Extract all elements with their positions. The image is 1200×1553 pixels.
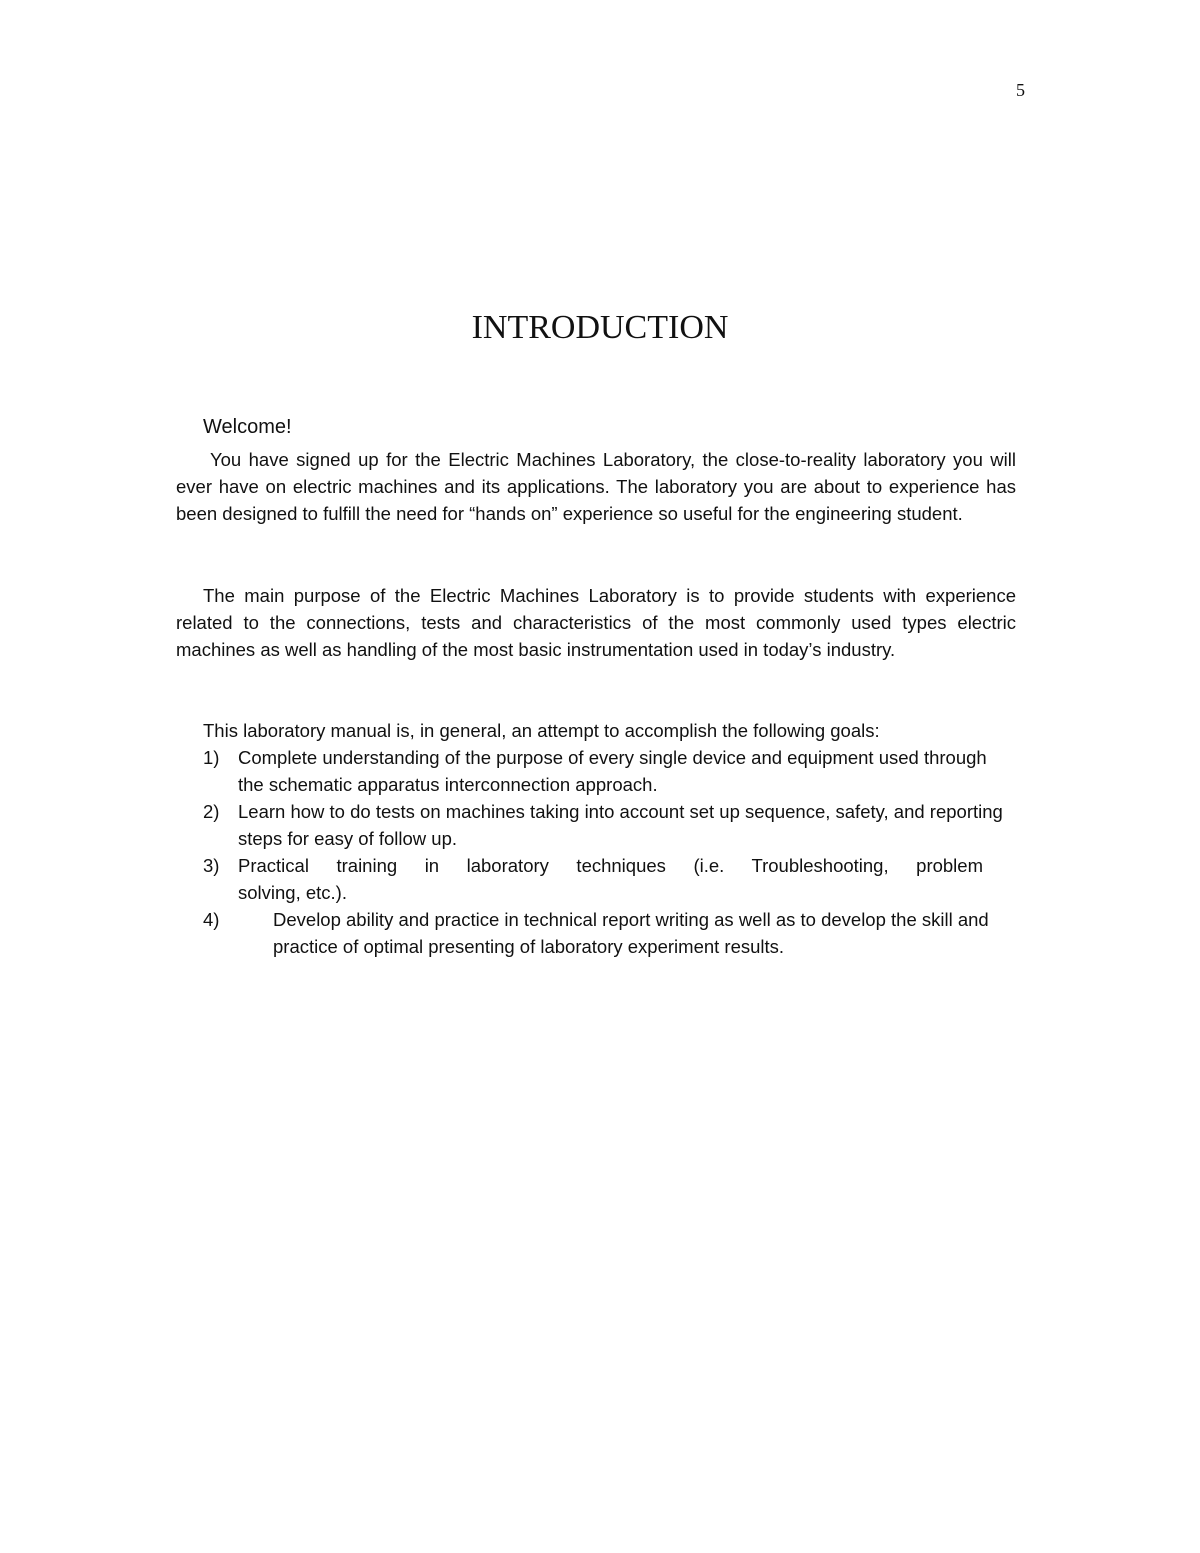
page-title: INTRODUCTION — [471, 309, 729, 346]
goal-number: 4) — [203, 909, 220, 930]
intro-paragraph: You have signed up for the Electric Machines Laboratory, the close-to-reality laboratory you will ever have on electric machines and its applications. The laboratory you are about to experience has been designed to fulfill the need for “hands on” experience so useful for the engineering student. — [176, 449, 1016, 524]
goal-text: Complete understanding of the purpose of every single device and equipment used through the schematic apparatus interconnection approach. — [238, 747, 987, 795]
purpose-paragraph: The main purpose of the Electric Machines Laboratory is to provide students with experience related to the connections, tests and characteristics of the most commonly used types electric machines as well as handling of the most basic instrumentation used in today’s industry. — [176, 585, 1016, 660]
welcome-heading: Welcome! — [203, 416, 292, 438]
goal-number: 3) — [203, 855, 220, 876]
goal-number: 1) — [203, 747, 220, 768]
goal-text — [238, 852, 983, 906]
goal-text-line: solving, etc.). — [238, 882, 347, 903]
goal-text: Learn how to do tests on machines taking into account set up sequence, safety, and reporting steps for easy of follow up. — [238, 801, 1003, 849]
goal-number: 2) — [203, 801, 220, 822]
goal-text-line: Practical training in laboratory techniques (i.e. Troubleshooting, problem — [238, 855, 983, 876]
goal-text: Develop ability and practice in technical report writing as well as to develop the skill and practice of optimal presenting of laboratory experiment results. — [273, 909, 989, 957]
page-number: 5 — [1016, 80, 1025, 100]
goals-intro: This laboratory manual is, in general, an attempt to accomplish the following goals: — [203, 720, 880, 741]
